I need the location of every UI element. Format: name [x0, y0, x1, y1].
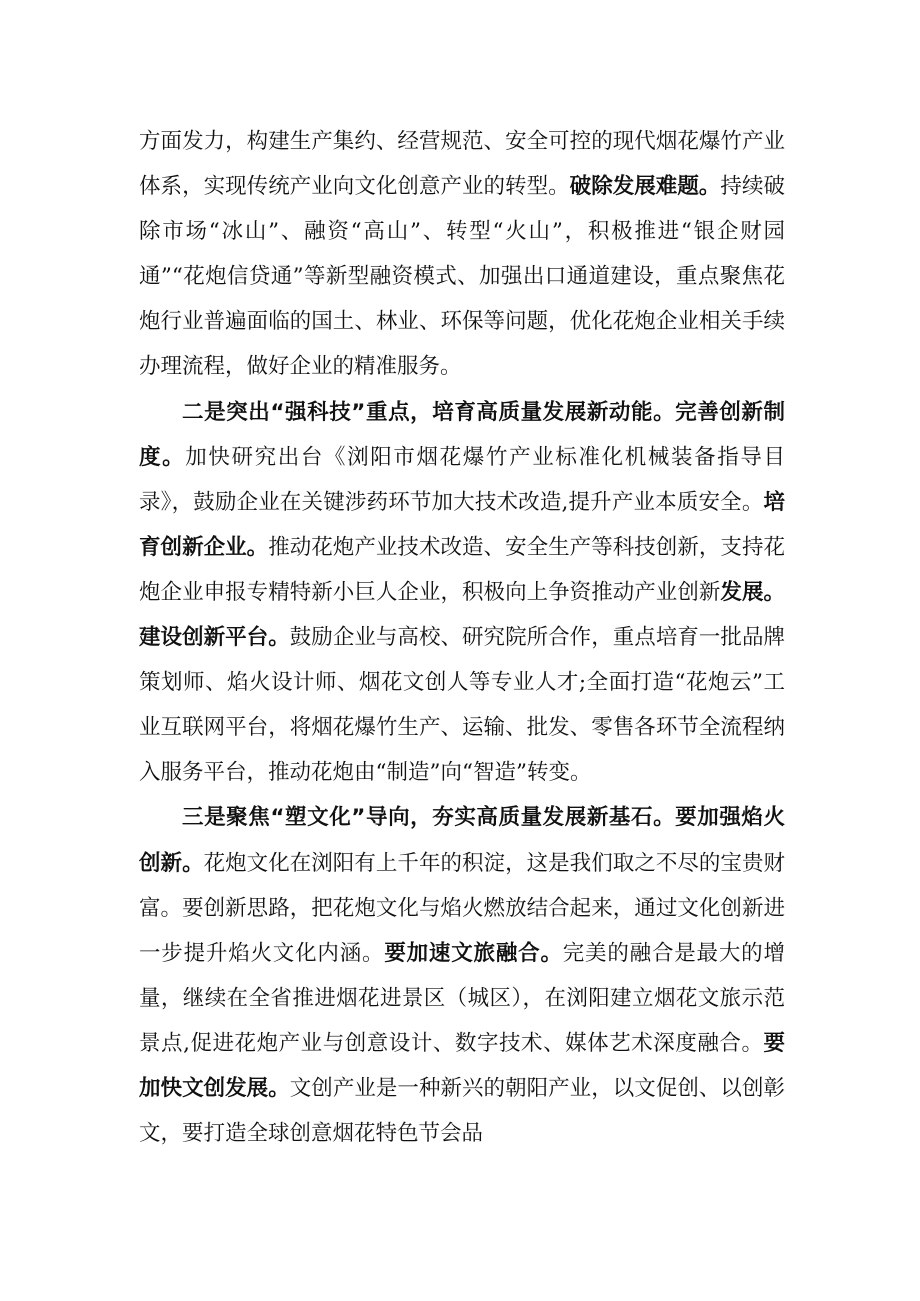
paragraph-3-heading-creative-development: 要加快文创发展。	[139, 1030, 785, 1101]
paragraph-1-text-continued: 持续破除市场“冰山”、融资“高山”、转型“火山”，积极推进“银企财园通”“花炮信贷通”等新型融资模式、加强出口通道建设，重点聚焦花炮行业普遍面临的国土、林业、环保等问题，优化花炮企业相关手续办理流程，做好企业的精准服务。	[139, 174, 785, 380]
paragraph-3	[139, 795, 785, 1156]
paragraph-1-text: 方面发力，构建生产集约、经营规范、安全可控的现代烟花爆竹产业体系，实现传统产业向文化创意产业的转型。	[139, 129, 785, 200]
paragraph-3-heading-culture-tourism: 要加速文旅融合。	[384, 940, 563, 966]
paragraph-3-text-final: 文创产业是一种新兴的朝阳产业，以文促创、以创彰文，要打造全球创意烟花特色节会品	[139, 1075, 785, 1147]
paragraph-3-text: 花炮文化在浏阳有上千年的积淀，这是我们取之不尽的宝贵财富。要创新思路，把花炮文化与焰火燃放结合起来，通过文化创新进一步提升焰火文化内涵。	[139, 850, 785, 966]
paragraph-2	[139, 390, 785, 796]
paragraph-2-text-continued: 推动花炮产业技术改造、安全生产等科技创新，支持花炮企业申报专精特新小巨人企业，积极向上争资推动产业创新	[139, 534, 785, 605]
paragraph-2-heading-innovation-platform: 发展。建设创新平台。	[139, 579, 785, 651]
paragraph-2-text-final: 鼓励企业与高校、研究院所合作，重点培育一批品牌策划师、焰火设计师、烟花文创人等专业人才;全面打造“花炮云”工业互联网平台，将烟花爆竹生产、运输、批发、零售各环节全流程纳入服务平台，推动花炮由“制造”向“智造”转变。	[139, 625, 785, 786]
paragraph-3-text-continued: 完美的融合是最大的增量，继续在全省推进烟花进景区（城区），在浏阳建立烟花文旅示范景点,促进花炮产业与创意设计、数字技术、媒体艺术深度融合。	[139, 940, 785, 1056]
paragraph-1	[139, 119, 785, 390]
document-body	[139, 119, 785, 1156]
paragraph-2-heading-innovative-enterprise: 培育创新企业。	[139, 489, 785, 560]
paragraph-1-heading-break-difficulty: 破除发展难题。	[569, 174, 721, 200]
paragraph-3-heading-culture: 三是聚焦“塑文化”导向，夯实高质量发展新基石。要加强焰火创新。	[139, 805, 785, 876]
paragraph-2-text: 加快研究出台《浏阳市烟花爆竹产业标准化机械装备指导目录》，鼓励企业在关键涉药环节加大技术改造,提升产业本质安全。	[139, 444, 785, 515]
paragraph-2-heading-technology: 二是突出“强科技”重点，培育高质量发展新动能。完善创新制度。	[139, 399, 785, 470]
